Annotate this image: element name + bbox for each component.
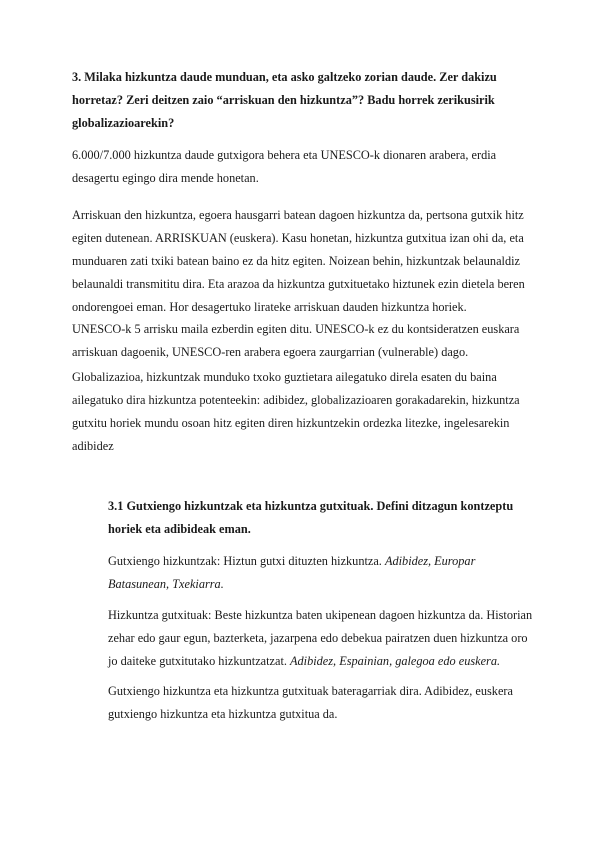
minoritized-language-definition: Hizkuntza gutxituak: Beste hizkuntza baten ukipenean dagoen hizkuntza da. Historian zehar edo gaur egun, bazterketa, jazarpena edo debekua pairatzen duen hizkuntza oro jo daiteke gutxitutako hizkuntzatzat. [108,608,533,668]
section-3-1-heading: 3.1 Gutxiengo hizkuntzak eta hizkuntza gutxituak. Defini ditzagun kontzeptu horiek eta adibideak eman. [108,499,514,536]
question-3-paragraph-4: Globalizazioa, hizkuntzak munduko txoko guztietara ailegatuko direla esaten du baina ailegatuko dira hizkuntza potenteekin: adibidez, globalizazioaren gorakadarekin, hizkuntza gutxitu horiek mundu osoan hitz egiten diren hizkuntzekin ordezka litezke, ingelesarekin adibidez [72,370,520,453]
section-3-1-paragraph-1 [108,550,534,596]
question-3-heading: 3. Milaka hizkuntza daude munduan, eta asko galtzeko zorian daude. Zer dakizu horretaz? Zeri deitzen zaio “arriskuan den hizkuntza”? Badu horrek zerikusirik globalizazioarekin? [72,70,497,130]
question-3-paragraph-1: 6.000/7.000 hizkuntza daude gutxigora behera eta UNESCO-k dionaren arabera, erdia desagertu egingo dira mende honetan. [72,148,497,185]
section-3-1-paragraph-2 [108,604,534,673]
section-3-1-paragraph-3: Gutxiengo hizkuntza eta hizkuntza gutxituak bateragarriak dira. Adibidez, euskera gutxiengo hizkuntza eta hizkuntza gutxitua da. [108,684,513,721]
minoritized-language-example: Adibidez, Espainian, galegoa edo euskera. [290,654,501,668]
question-3-paragraph-3: UNESCO-k 5 arrisku maila ezberdin egiten ditu. UNESCO-k ez du kontsideratzen euskara arriskuan dagoenik, UNESCO-ren arabera egoera zaurgarrian (vulnerable) dago. [72,322,520,359]
minority-language-definition: Gutxiengo hizkuntzak: Hiztun gutxi dituzten hizkuntza. [108,554,385,568]
minority-language-example: Adibidez, Europar Batasunean, Txekiarra. [108,554,476,591]
question-3-paragraph-2: Arriskuan den hizkuntza, egoera hausgarri batean dagoen hizkuntza da, pertsona gutxik hitz egiten dutenean. ARRISKUAN (euskera). Kasu honetan, hizkuntza gutxitua izan ohi da, eta munduaren zati txiki batean baino ez da hitz egiten. Noizean behin, hizkuntzak belaunaldiz belaunaldi transmititu dira. Eta arazoa da hizkuntza gutxituetako hiztunek ezin dietela beren ondorengoei eman. Hor desagertuko lirateke arriskuan dauden hizkuntza horiek. [72,208,525,314]
